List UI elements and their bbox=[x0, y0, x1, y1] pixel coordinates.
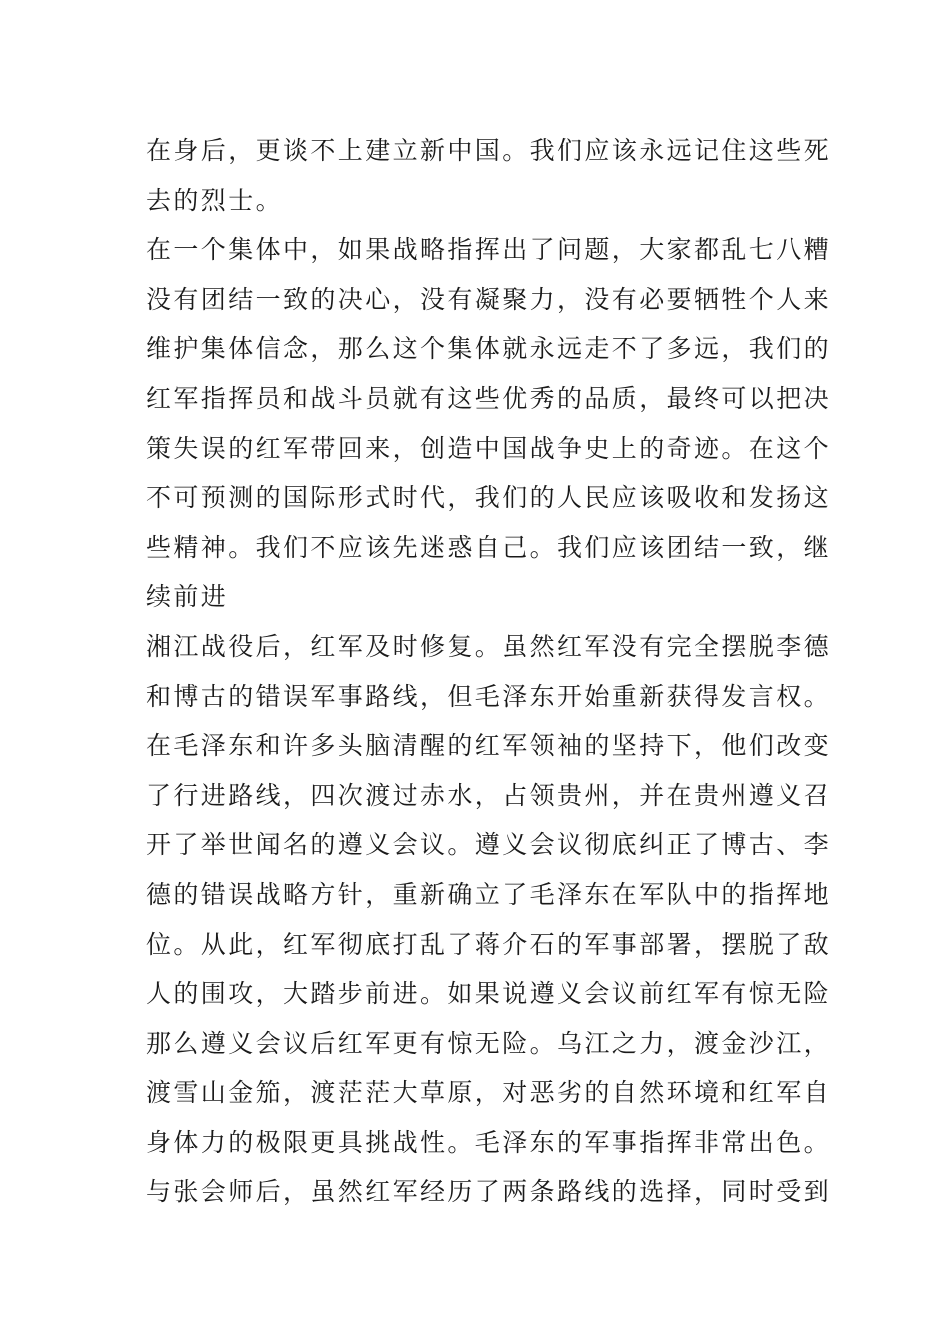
text-line: 身体力的极限更具挑战性。毛泽东的军事指挥非常出色。 bbox=[146, 1127, 832, 1157]
text-line: 和博古的错误军事路线，但毛泽东开始重新获得发言权。 bbox=[146, 681, 832, 711]
text-line: 续前进 bbox=[146, 582, 229, 612]
text-line: 些精神。我们不应该先迷惑自己。我们应该团结一致，继 bbox=[146, 532, 832, 562]
text-line: 与张会师后，虽然红军经历了两条路线的选择，同时受到 bbox=[146, 1177, 832, 1207]
text-line: 维护集体信念，那么这个集体就永远走不了多远，我们的 bbox=[146, 334, 832, 364]
text-line: 那么遵义会议后红军更有惊无险。乌江之力，渡金沙江， bbox=[146, 1028, 832, 1058]
text-line: 人的围攻，大踏步前进。如果说遵义会议前红军有惊无险 bbox=[146, 979, 832, 1009]
text-line: 开了举世闻名的遵义会议。遵义会议彻底纠正了博古、李 bbox=[146, 830, 832, 860]
text-line: 德的错误战略方针，重新确立了毛泽东在军队中的指挥地 bbox=[146, 879, 832, 909]
text-line: 在一个集体中，如果战略指挥出了问题，大家都乱七八糟 bbox=[146, 235, 832, 265]
text-line: 渡雪山金笳，渡茫茫大草原，对恶劣的自然环境和红军自 bbox=[146, 1078, 832, 1108]
text-line: 策失误的红军带回来，创造中国战争史上的奇迹。在这个 bbox=[146, 433, 832, 463]
text-line: 位。从此，红军彻底打乱了蒋介石的军事部署，摆脱了敌 bbox=[146, 929, 832, 959]
text-line: 红军指挥员和战斗员就有这些优秀的品质，最终可以把决 bbox=[146, 383, 832, 413]
document-body bbox=[146, 126, 832, 1217]
text-line: 了行进路线，四次渡过赤水，占领贵州，并在贵州遵义召 bbox=[146, 780, 832, 810]
text-line: 在身后，更谈不上建立新中国。我们应该永远记住这些死 bbox=[146, 136, 832, 165]
text-line: 湘江战役后，红军及时修复。虽然红军没有完全摆脱李德 bbox=[146, 631, 832, 661]
text-line: 不可预测的国际形式时代，我们的人民应该吸收和发扬这 bbox=[146, 483, 832, 513]
text-line: 去的烈士。 bbox=[146, 185, 284, 215]
text-line: 没有团结一致的决心，没有凝聚力，没有必要牺牲个人来 bbox=[146, 284, 832, 314]
text-line: 在毛泽东和许多头脑清醒的红军领袖的坚持下，他们改变 bbox=[146, 731, 832, 761]
